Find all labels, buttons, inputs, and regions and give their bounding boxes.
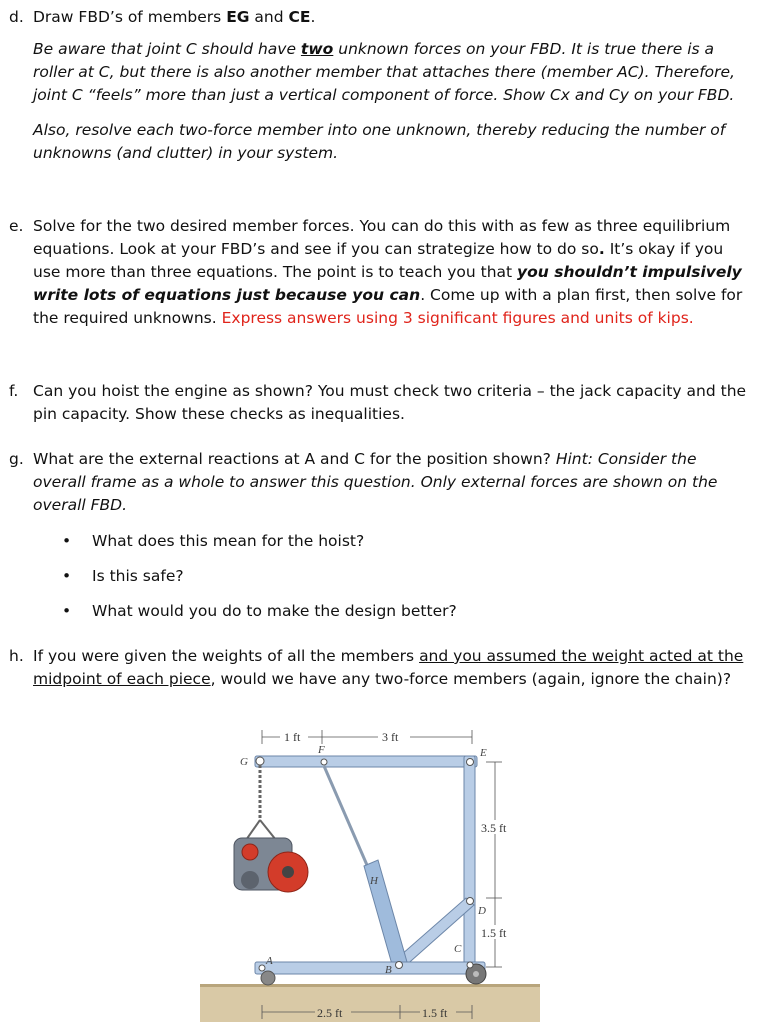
member-ac [255, 962, 485, 974]
section-letter: f. [9, 382, 19, 400]
member-ge [255, 756, 477, 767]
section-f-text: Can you hoist the engine as shown? You must check two criteria – the jack capacity and the pin capacity. Show these checks as inequalities. [33, 382, 747, 423]
label-d: D [478, 905, 486, 917]
section-d-note-2: Also, resolve each two-force member into one unknown, thereby reducing the number of unknowns (and clutter) in your system. [33, 121, 726, 162]
text: It’s okay if you use more than three equations. The point is to teach you that [33, 240, 724, 281]
text: unknown forces on your FBD. It is true there is a roller at C, but there is also another member that attaches there (member AC). Therefore, joint C “feels” more than just a vertical component of force. Show Cx and Cy on your FBD. [33, 40, 735, 104]
section-d-note-1 [33, 38, 748, 107]
bullet-text: What does this mean for the hoist? [92, 532, 365, 550]
text: Draw FBD’s of members [33, 8, 227, 26]
engine-pulley [242, 844, 258, 860]
section-e-text [33, 215, 748, 330]
dim-label-1-5ft-bottom: 1.5 ft [422, 1006, 448, 1020]
dim-label-1-5ft: 1.5 ft [481, 926, 507, 940]
text: . [598, 240, 605, 258]
label-g: G [240, 756, 248, 768]
pin-d [467, 898, 474, 905]
label-e: E [480, 747, 487, 759]
member-ec [464, 756, 475, 968]
text: . Come up with a plan first, then solve for the required unknowns. [33, 286, 743, 327]
pin-g [256, 757, 264, 765]
wheel-hub [473, 971, 479, 977]
engine-pulley-lower [241, 871, 259, 889]
pin-a [259, 965, 265, 971]
label-a: A [266, 955, 273, 967]
member-ce: CE [288, 8, 311, 26]
member-eg: EG [226, 8, 250, 26]
pin-b [396, 962, 403, 969]
section-letter: e. [9, 217, 24, 235]
dim-label-3ft: 3 ft [382, 730, 399, 744]
label-c: C [454, 943, 462, 955]
pin-e [467, 759, 474, 766]
chain-sling [246, 820, 260, 840]
underlined-text: and you assumed the weight acted at the midpoint of each piece [33, 647, 744, 688]
section-letter: h. [9, 647, 24, 665]
pin-c [467, 962, 473, 968]
dim-label-2-5ft: 2.5 ft [317, 1006, 343, 1020]
bullet-glyph: • [62, 532, 72, 550]
fan-hub [282, 866, 294, 878]
section-h-text [33, 645, 748, 691]
bullet-text: What would you do to make the design better? [92, 602, 457, 620]
section-h-body [33, 645, 748, 691]
pin-f [321, 759, 327, 765]
dim-label-1ft: 1 ft [284, 730, 301, 744]
section-d-body [33, 6, 748, 165]
jack-rod [324, 766, 370, 872]
bullet-text: Is this safe? [92, 567, 184, 585]
section-g-body [33, 448, 748, 517]
bullet-glyph: • [62, 567, 72, 585]
engine-hoist-figure [200, 722, 560, 1022]
label-f: F [318, 744, 325, 756]
text: Be aware that joint C should have [33, 40, 301, 58]
dim-label-3-5ft: 3.5 ft [481, 821, 507, 835]
hoist-diagram [200, 722, 560, 1022]
wheel-a [261, 971, 275, 985]
section-letter: d. [9, 8, 24, 26]
text: . [310, 8, 316, 26]
emphasis-text: you shouldn’t impulsively write lots of equations just because you can [33, 263, 742, 304]
text: Solve for the two desired member forces. You can do this with as few as three equilibrium equations. Look at your FBD’s and see if you can strategize how to do so [33, 217, 731, 258]
section-d-heading [33, 6, 748, 29]
label-b: B [385, 964, 392, 976]
section-f-body [33, 380, 748, 426]
text: , would we have any two-force members (again, ignore the chain)? [210, 670, 732, 688]
section-e-body [33, 215, 748, 330]
section-letter: g. [9, 450, 24, 468]
text: and [249, 8, 289, 26]
ground [200, 984, 540, 1022]
emphasis-two: two [300, 40, 334, 58]
chain-sling [260, 820, 276, 840]
bullet-glyph: • [62, 602, 72, 620]
red-instruction: Express answers using 3 significant figures and units of kips. [221, 309, 694, 327]
hint: Hint: Consider the overall frame as a whole to answer this question. Only external forces are shown on the overall FBD. [33, 450, 718, 514]
ground-edge [200, 984, 540, 987]
text: What are the external reactions at A and C for the position shown? [33, 450, 556, 468]
text: If you were given the weights of all the members [33, 647, 420, 665]
section-g-text [33, 448, 748, 517]
label-h: H [370, 875, 378, 887]
